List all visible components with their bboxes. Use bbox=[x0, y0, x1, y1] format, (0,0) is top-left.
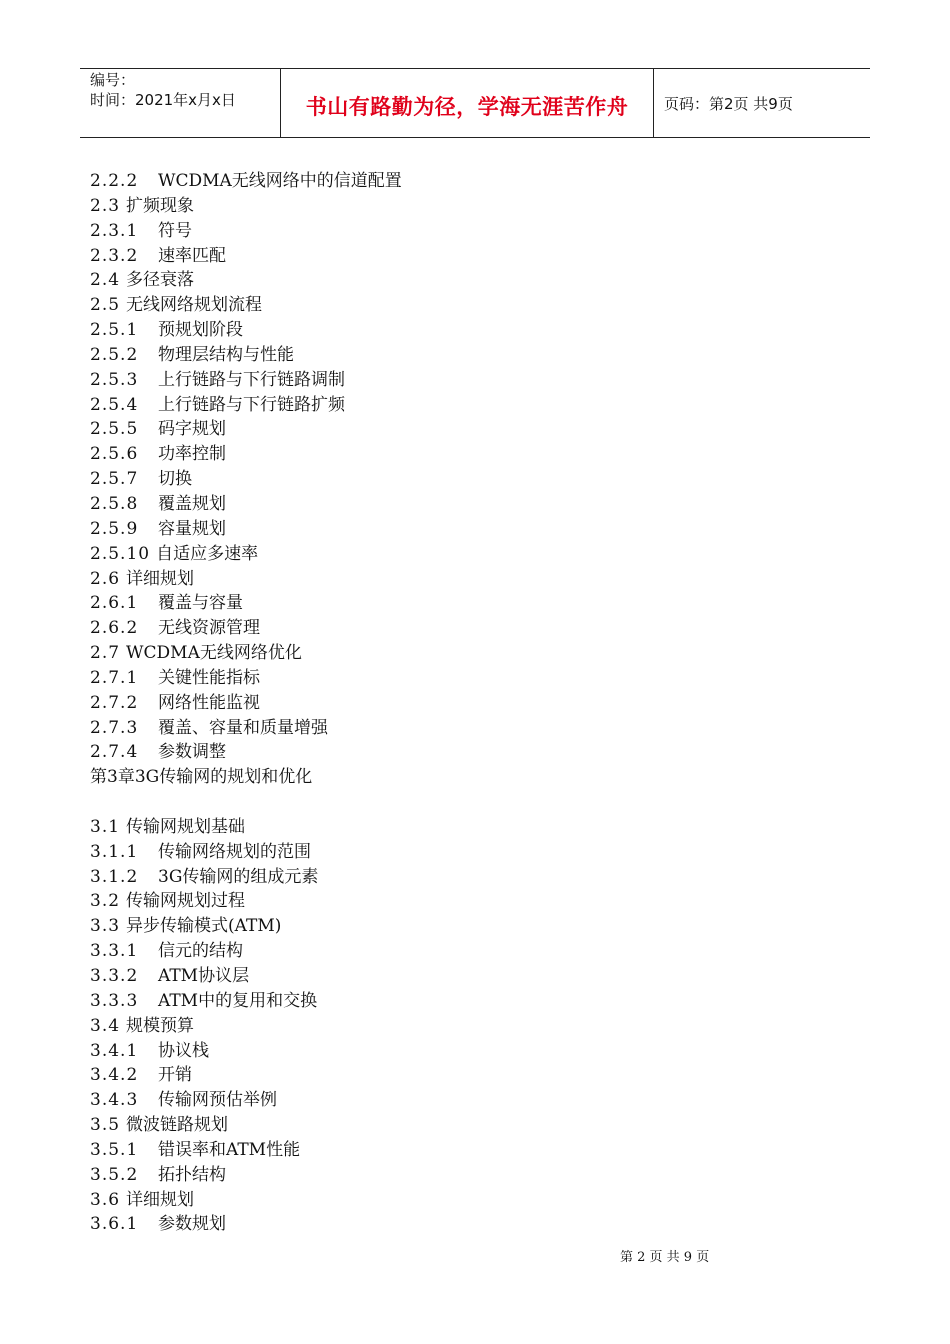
toc-entry-number: 2.5.5 bbox=[90, 419, 139, 440]
table-of-contents bbox=[90, 169, 790, 1237]
toc-entry-number: 3.4.1 bbox=[90, 1040, 139, 1061]
toc-entry-number: 2.6.1 bbox=[90, 593, 139, 614]
toc-entry bbox=[90, 591, 790, 616]
toc-entry-title: WCDMA无线网络优化 bbox=[126, 643, 302, 664]
toc-entry-title: 上行链路与下行链路调制 bbox=[158, 369, 345, 390]
toc-entry-title: 码字规划 bbox=[158, 419, 226, 440]
toc-entry-title: ATM协议层 bbox=[158, 966, 250, 986]
toc-entry-title: 详细规划 bbox=[126, 568, 195, 589]
toc-entry-title: 覆盖与容量 bbox=[158, 593, 243, 614]
header-motto-cell bbox=[281, 69, 654, 137]
toc-entry-title: 上行链路与下行链路扩频 bbox=[158, 394, 345, 415]
toc-entry bbox=[90, 169, 790, 194]
toc-entry bbox=[90, 865, 790, 890]
toc-entry-title: 多径衰落 bbox=[126, 270, 195, 291]
toc-entry-number: 3.5.1 bbox=[90, 1139, 139, 1160]
toc-entry bbox=[90, 293, 790, 318]
toc-entry-title: 物理层结构与性能 bbox=[158, 344, 294, 365]
toc-entry bbox=[90, 1088, 790, 1113]
toc-entry bbox=[90, 442, 790, 467]
toc-entry-number: 2.5.6 bbox=[90, 444, 139, 465]
toc-entry-title: 无线资源管理 bbox=[158, 618, 260, 639]
header-page-cell bbox=[654, 69, 870, 137]
toc-entry bbox=[90, 1188, 790, 1213]
toc-entry-number: 2.6.2 bbox=[90, 618, 139, 639]
toc-entry-title: 传输网预估举例 bbox=[158, 1090, 277, 1111]
motto-text: 书山有路勤为径，学海无涯苦作舟 bbox=[305, 95, 629, 119]
toc-entry-number: 3.6.1 bbox=[90, 1214, 139, 1235]
toc-entry-title: WCDMA无线网络中的信道配置 bbox=[158, 171, 402, 191]
toc-entry-number: 3.4.2 bbox=[90, 1065, 139, 1086]
toc-entry bbox=[90, 889, 790, 914]
toc-entry bbox=[90, 765, 790, 790]
page-footer: 第 2 页 共 9 页 bbox=[620, 1250, 710, 1265]
toc-entry-number: 2.6 bbox=[90, 568, 121, 589]
toc-entry-title: 自适应多速率 bbox=[156, 543, 259, 564]
toc-entry-title: 速率匹配 bbox=[158, 245, 226, 266]
toc-entry-number: 2.7 bbox=[90, 643, 121, 664]
header-page-label: 页码：第2页 共9页 bbox=[664, 95, 793, 113]
toc-entry-title: 容量规划 bbox=[158, 518, 226, 539]
toc-entry bbox=[90, 1138, 790, 1163]
toc-entry bbox=[90, 542, 790, 567]
toc-entry-number: 2.5.9 bbox=[90, 518, 139, 539]
toc-entry-number: 3.5 bbox=[90, 1115, 121, 1136]
toc-entry bbox=[90, 318, 790, 343]
toc-entry bbox=[90, 939, 790, 964]
toc-entry-title: 参数调整 bbox=[158, 742, 226, 763]
toc-entry-number: 2.3 bbox=[90, 195, 121, 216]
toc-entry-title: 参数规划 bbox=[158, 1214, 226, 1235]
toc-entry-title: 传输网络规划的范围 bbox=[158, 841, 311, 862]
toc-entry-title: 错误率和ATM性能 bbox=[158, 1139, 301, 1160]
toc-blank-line bbox=[90, 790, 790, 815]
toc-entry bbox=[90, 393, 790, 418]
toc-entry-number: 3.3.3 bbox=[90, 990, 139, 1011]
toc-entry-number: 2.4 bbox=[90, 270, 121, 291]
toc-entry-number: 2.5.2 bbox=[90, 344, 139, 365]
toc-entry bbox=[90, 716, 790, 741]
toc-entry-title: 3G传输网的组成元素 bbox=[158, 866, 319, 887]
toc-entry-title: 第3章3G传输网的规划和优化 bbox=[90, 767, 313, 788]
toc-entry-number: 3.2 bbox=[90, 891, 121, 912]
toc-entry bbox=[90, 1163, 790, 1188]
toc-entry-title: 信元的结构 bbox=[158, 941, 243, 962]
toc-entry bbox=[90, 815, 790, 840]
toc-entry bbox=[90, 194, 790, 219]
toc-entry bbox=[90, 343, 790, 368]
toc-entry-number: 2.3.2 bbox=[90, 245, 139, 266]
toc-entry-number: 2.5 bbox=[90, 295, 121, 316]
toc-entry bbox=[90, 517, 790, 542]
toc-entry-number: 3.3 bbox=[90, 916, 121, 937]
toc-entry-title: 开销 bbox=[158, 1065, 192, 1086]
toc-entry bbox=[90, 268, 790, 293]
toc-entry-number: 3.1.1 bbox=[90, 841, 139, 862]
toc-entry-number: 2.3.1 bbox=[90, 220, 139, 241]
toc-entry-number: 3.5.2 bbox=[90, 1164, 139, 1185]
toc-entry bbox=[90, 1212, 790, 1237]
toc-entry bbox=[90, 740, 790, 765]
toc-entry-number: 2.5.7 bbox=[90, 469, 139, 490]
toc-entry-number: 2.7.2 bbox=[90, 692, 139, 713]
toc-entry-title: 微波链路规划 bbox=[126, 1115, 229, 1136]
toc-entry bbox=[90, 914, 790, 939]
toc-entry-title: 异步传输模式(ATM) bbox=[126, 916, 282, 937]
toc-entry-title: 传输网规划基础 bbox=[126, 816, 246, 837]
toc-entry bbox=[90, 368, 790, 393]
toc-entry bbox=[90, 492, 790, 517]
toc-entry-title: 网络性能监视 bbox=[158, 692, 260, 713]
toc-entry-number: 2.5.8 bbox=[90, 493, 139, 514]
toc-entry bbox=[90, 219, 790, 244]
date-label: 时间：2021年x月x日 bbox=[90, 91, 236, 109]
toc-entry-title: 切换 bbox=[158, 469, 192, 490]
toc-entry-number: 3.3.2 bbox=[90, 966, 139, 986]
toc-entry-title: 规模预算 bbox=[126, 1015, 195, 1036]
toc-entry bbox=[90, 1014, 790, 1039]
toc-entry-number: 2.2.2 bbox=[90, 171, 139, 191]
toc-entry-number: 3.1.2 bbox=[90, 866, 139, 887]
toc-entry bbox=[90, 691, 790, 716]
toc-entry bbox=[90, 616, 790, 641]
toc-entry bbox=[90, 244, 790, 269]
header-meta-cell bbox=[80, 69, 281, 137]
toc-entry-title: ATM中的复用和交换 bbox=[158, 990, 318, 1011]
toc-entry bbox=[90, 641, 790, 666]
toc-entry-title: 详细规划 bbox=[126, 1189, 195, 1210]
toc-entry bbox=[90, 840, 790, 865]
toc-entry-number: 3.6 bbox=[90, 1189, 121, 1210]
toc-entry bbox=[90, 417, 790, 442]
toc-entry-number: 2.7.4 bbox=[90, 742, 139, 763]
toc-entry-number: 3.4.3 bbox=[90, 1090, 139, 1111]
toc-entry-number: 3.3.1 bbox=[90, 941, 139, 962]
toc-entry-title: 协议栈 bbox=[158, 1040, 209, 1061]
toc-entry bbox=[90, 964, 790, 989]
toc-entry-title: 覆盖规划 bbox=[158, 493, 226, 514]
toc-entry-number: 2.5.1 bbox=[90, 320, 139, 341]
toc-entry-number: 3.1 bbox=[90, 816, 121, 837]
toc-entry bbox=[90, 467, 790, 492]
toc-entry bbox=[90, 989, 790, 1014]
page-header bbox=[80, 68, 870, 138]
toc-entry-title: 符号 bbox=[158, 220, 192, 241]
toc-entry bbox=[90, 1039, 790, 1064]
toc-entry-number: 2.7.1 bbox=[90, 667, 139, 688]
toc-entry-number: 2.5.4 bbox=[90, 394, 139, 415]
toc-entry-title: 关键性能指标 bbox=[158, 667, 260, 688]
toc-entry-title: 扩频现象 bbox=[126, 195, 195, 216]
toc-entry bbox=[90, 1113, 790, 1138]
toc-entry-number: 2.7.3 bbox=[90, 717, 139, 738]
toc-entry bbox=[90, 1063, 790, 1088]
toc-entry-number: 2.5.3 bbox=[90, 369, 139, 390]
toc-entry-title: 传输网规划过程 bbox=[126, 891, 246, 912]
toc-entry bbox=[90, 567, 790, 592]
toc-entry-title: 覆盖、容量和质量增强 bbox=[158, 717, 328, 738]
toc-entry-title: 无线网络规划流程 bbox=[126, 295, 263, 316]
toc-entry bbox=[90, 666, 790, 691]
toc-entry-title: 功率控制 bbox=[158, 444, 226, 465]
toc-entry-title: 预规划阶段 bbox=[158, 320, 243, 341]
serial-label: 编号： bbox=[90, 71, 136, 89]
toc-entry-title: 拓扑结构 bbox=[158, 1164, 226, 1185]
toc-entry-number: 3.4 bbox=[90, 1015, 121, 1036]
toc-entry-number: 2.5.10 bbox=[90, 543, 151, 564]
